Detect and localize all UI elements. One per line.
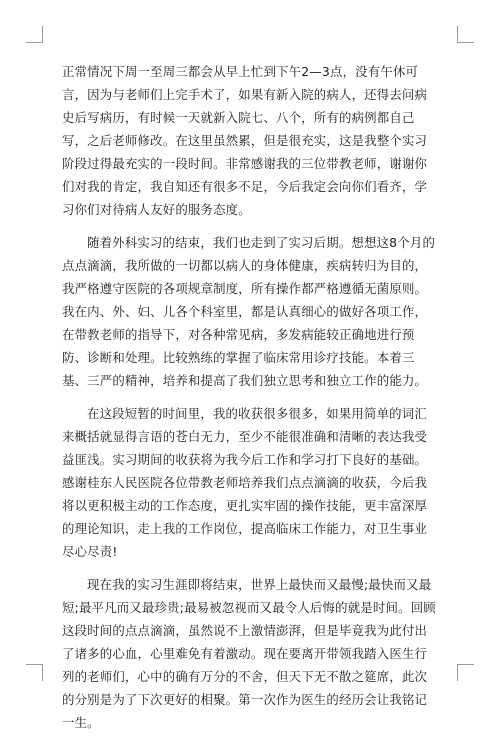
crop-mark-bottom-left xyxy=(26,664,43,681)
crop-mark-top-right xyxy=(457,26,474,43)
document-body xyxy=(62,60,438,744)
paragraph-1: 正常情况下周一至周三都会从早上忙到下午2—3点，没有午休可言，因为与老师们上完手术了，如果有新入院的病人，还得去问病史后写病历，有时候一天就新入院七、八个，所有的病例都自己写，之后老师修改。在这里虽然累，但是很充实，这是我整个实习阶段过得最充实的一段时间。非常感谢我的三位带教老师，谢谢你们对我的肯定，我自知还有很多不足，今后我定会向你们看齐，学习你们对待病人友好的服务态度。 xyxy=(62,64,428,217)
paragraph-3: 在这段短暂的时间里，我的收获很多很多，如果用简单的词汇来概括就显得言语的苍白无力，至少不能很准确和清晰的表达我受益匪浅。实习期间的收获将为我今后工作和学习打下良好的基础。感谢桂东人民医院各位带教老师培养我们点点滴滴的收获，今后我将以更积极主动的工作态度，更扎实牢固的操作技能，更丰富深厚的理论知识，走上我的工作岗位，提高临床工作能力，对卫生事业尽心尽责! xyxy=(62,406,428,559)
crop-mark-top-left xyxy=(26,26,43,43)
paragraph-4: 现在我的实习生涯即将结束，世界上最快而又最慢;最快而又最短;最平凡而又最珍贵;最易被忽视而又最令人后悔的就是时间。回顾这段时间的点点滴滴，虽然说不上激情澎湃，但是毕竟我为此付出了诸多的心血，心里难免有着激动。现在要离开带领我踏入医生行列的老师们，心中的确有万分的不舍，但天下无不散之筵席，此次的分别是为了下次更好的相聚。第一次作为医生的经历会让我铭记一生。 xyxy=(62,577,436,730)
paragraph-2: 随着外科实习的结束，我们也走到了实习后期。想想这8个月的点点滴滴，我所做的一切都以病人的身体健康，疾病转归为目的，我严格遵守医院的各项规章制度，所有操作都严格遵循无菌原则。我在内、外、妇、儿各个科室里，都是认真细心的做好各项工作，在带教老师的指导下，对各种常见病，多发病能较正确地进行预防、诊断和处理。比较熟练的掌握了临床常用诊疗技能。本着三基、三严的精神，培养和提高了我们独立思考和独立工作的能力。 xyxy=(62,235,436,388)
crop-mark-bottom-right xyxy=(457,664,474,681)
